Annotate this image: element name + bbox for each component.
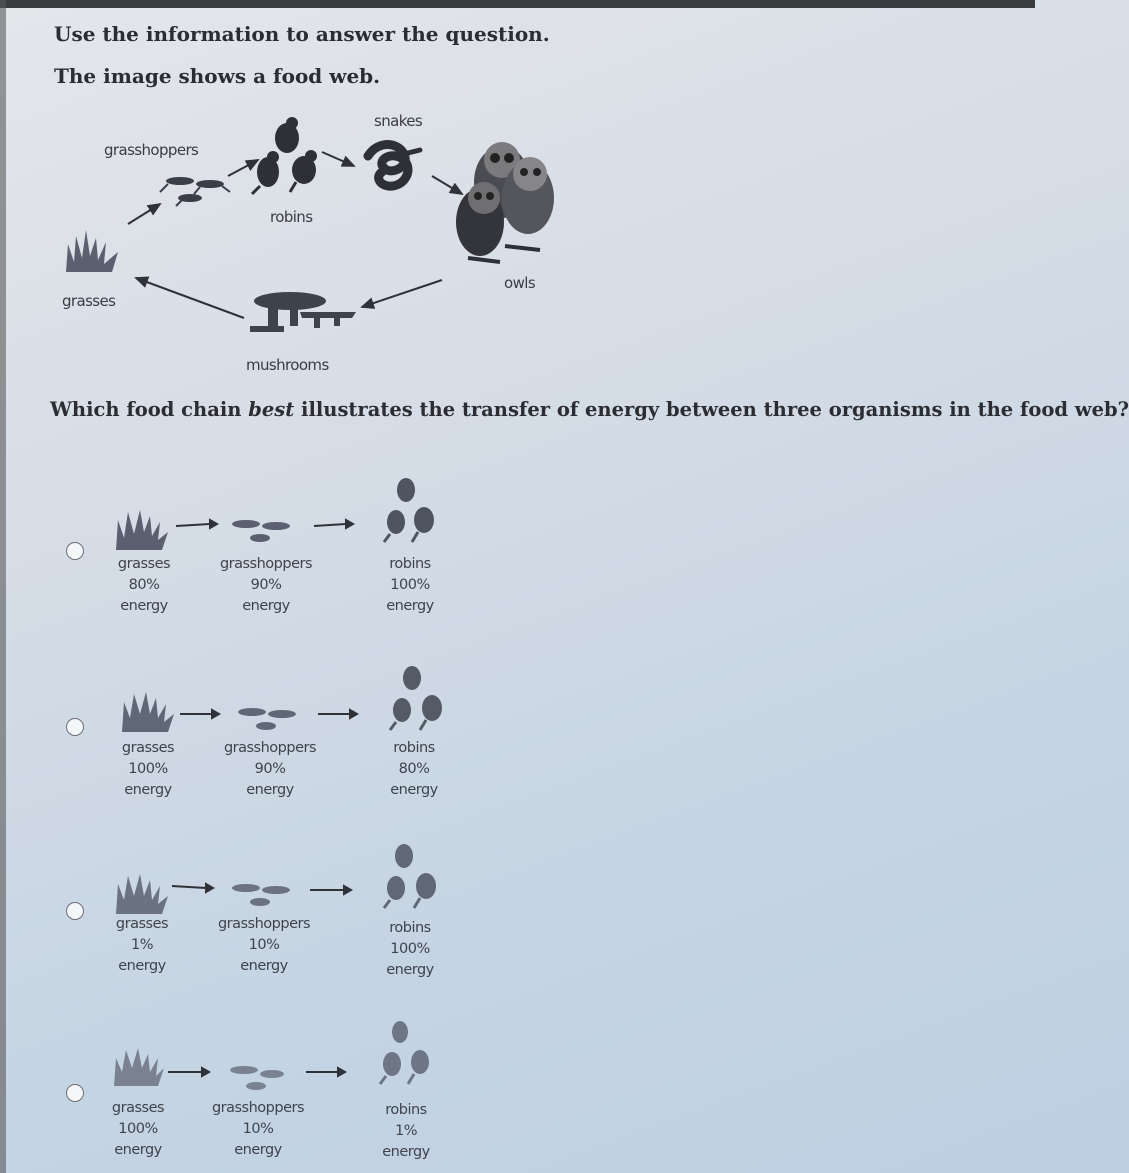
option-organism-1: grasses 100% energy (121, 740, 175, 798)
owls-picture (456, 142, 554, 262)
label-robins: robins (270, 208, 313, 226)
instruction-text: Use the information to answer the question. (54, 22, 550, 46)
option-organism-3: robins 80% energy (390, 740, 438, 798)
label-owls: owls (504, 274, 536, 292)
label-snakes: snakes (374, 112, 423, 130)
option-organism-2: grasshoppers 10% energy (217, 916, 311, 974)
option-organism-3: robins 100% energy (386, 920, 434, 978)
option-organism-1: grasses 100% energy (111, 1100, 165, 1158)
answer-option-3[interactable] (0, 836, 520, 996)
grasshoppers-picture (160, 177, 230, 206)
option-organism-2: grasshoppers 90% energy (223, 740, 317, 798)
grasses-picture (66, 230, 118, 272)
option-organism-3: robins 100% energy (386, 556, 434, 614)
option-organism-1: grasses 1% energy (115, 916, 169, 974)
label-mushrooms: mushrooms (246, 356, 329, 374)
option-organism-1: grasses 80% energy (117, 556, 171, 614)
option-organism-3: robins 1% energy (382, 1102, 430, 1160)
question-text: Which food chain best illustrates the transfer of energy between three organisms in the food web? (50, 398, 1129, 421)
snakes-picture (368, 145, 420, 187)
option-organism-2: grasshoppers 90% energy (219, 556, 313, 614)
intro-text: The image shows a food web. (54, 64, 381, 88)
label-grasses: grasses (62, 292, 116, 310)
label-grasshoppers: grasshoppers (104, 141, 199, 159)
mushrooms-picture (250, 292, 356, 332)
option-organism-2: grasshoppers 10% energy (211, 1100, 305, 1158)
answer-option-1[interactable] (0, 470, 520, 630)
answer-option-2[interactable] (0, 656, 520, 816)
robins-picture (252, 117, 317, 194)
food-web-drawing (0, 0, 1035, 400)
answer-option-4[interactable] (0, 1012, 520, 1172)
